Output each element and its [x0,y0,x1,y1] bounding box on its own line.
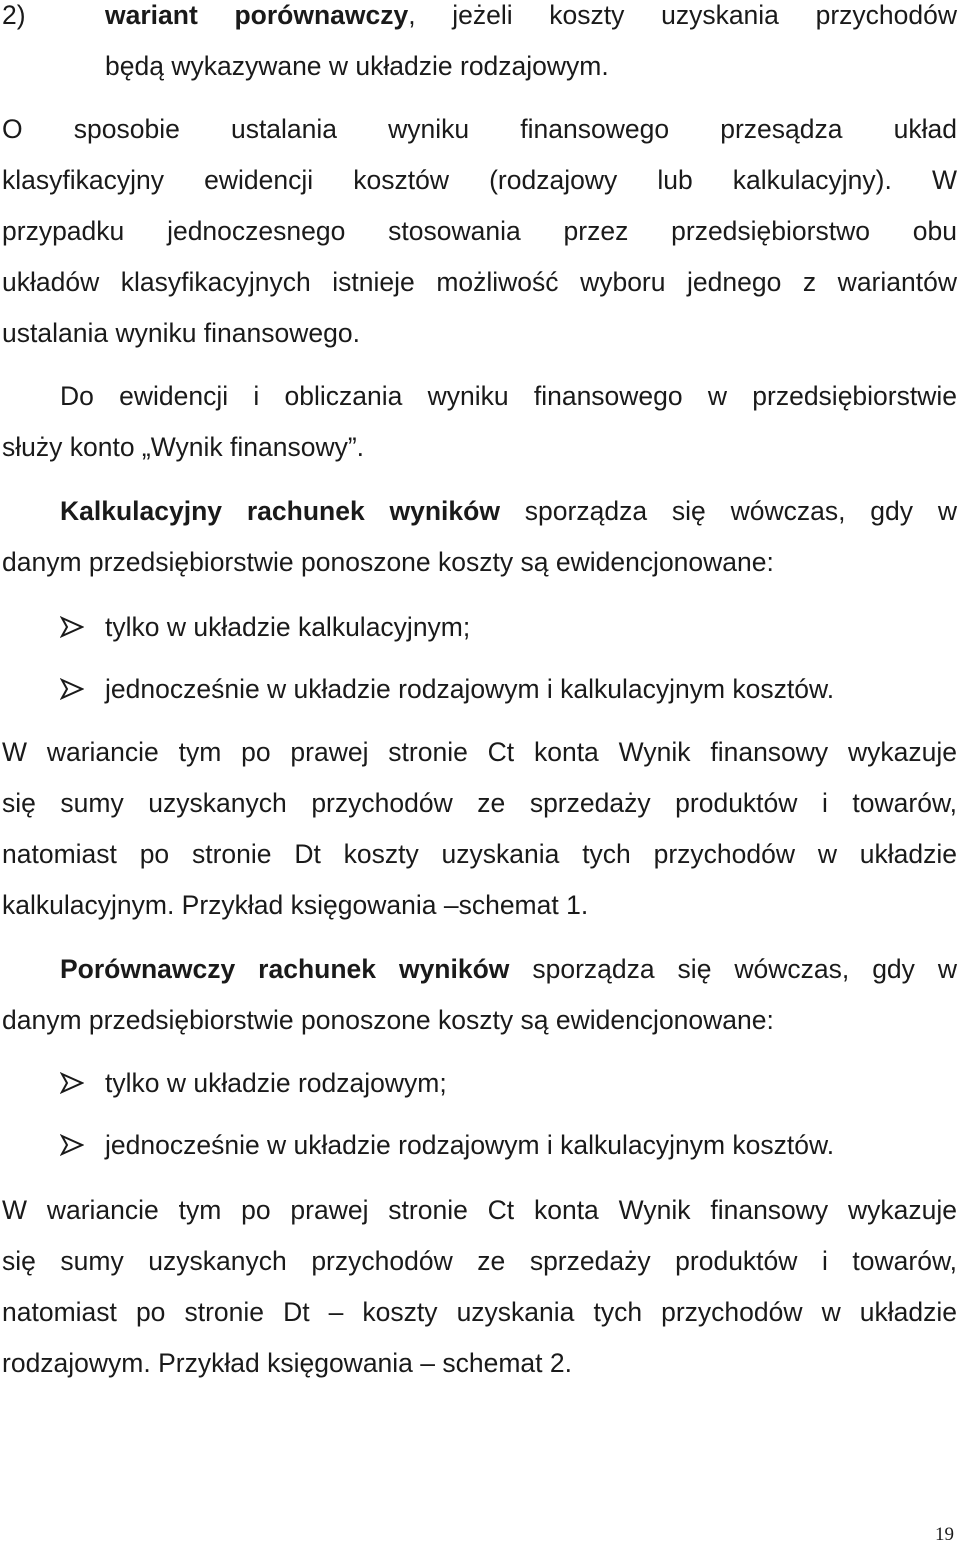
porow-bullet-2: jednocześnie w układzie rodzajowym i kalkulacyjnym kosztów. [105,1130,835,1160]
item-2-line-1 [105,2,957,29]
kalk-tail-line-2: się sumy uzyskanych przychodów ze sprzedaży produktów i towarów, [2,788,957,818]
kalk-bullet-1: tylko w układzie kalkulacyjnym; [105,612,471,642]
kalk-tail-line-1: W wariancie tym po prawej stronie Ct konta Wynik finansowy wykazuje [2,737,957,767]
porow-line-1 [60,956,957,983]
kalk-line-1 [60,498,957,525]
kalk-line-2: danym przedsiębiorstwie ponoszone koszty są ewidencjonowane: [2,547,774,577]
kalk-line-1-rest: sporządza się wówczas, gdy w [499,496,957,526]
porow-line-2: danym przedsiębiorstwie ponoszone koszty są ewidencjonowane: [2,1005,774,1035]
page-number: 19 [935,1524,954,1545]
para-1-line-5: ustalania wyniku finansowego. [2,318,360,348]
para-1-line-2: klasyfikacyjny ewidencji kosztów (rodzajowy lub kalkulacyjny). W [2,165,957,195]
kalk-heading: Kalkulacyjny rachunek wyników [60,496,500,526]
porow-tail-line-3: natomiast po stronie Dt – koszty uzyskania tych przychodów w układzie [2,1297,957,1327]
para-1-line-3: przypadku jednoczesnego stosowania przez przedsiębiorstwo obu [2,216,957,246]
item-2-number: 2) [2,0,26,30]
item-2-line-2: będą wykazywane w układzie rodzajowym. [105,51,609,81]
arrow-bullet-icon [60,616,84,638]
kalk-tail-line-4: kalkulacyjnym. Przykład księgowania –schemat 1. [2,890,589,920]
porow-tail-line-1: W wariancie tym po prawej stronie Ct konta Wynik finansowy wykazuje [2,1195,957,1225]
arrow-bullet-icon [60,678,84,700]
arrow-bullet-icon [60,1072,84,1094]
item-2-line-1-rest: , jeżeli koszty uzyskania przychodów [408,0,957,30]
kalk-tail-line-3: natomiast po stronie Dt koszty uzyskania tych przychodów w układzie [2,839,957,869]
porow-tail-line-4: rodzajowym. Przykład księgowania – schemat 2. [2,1348,572,1378]
para-1-line-1: O sposobie ustalania wyniku finansowego przesądza układ [2,114,957,144]
item-2-bold-term: wariant porównawczy [105,0,409,30]
porow-bullet-1: tylko w układzie rodzajowym; [105,1068,447,1098]
para-2-line-2: służy konto „Wynik finansowy”. [2,432,365,462]
arrow-bullet-icon [60,1134,84,1156]
kalk-bullet-2: jednocześnie w układzie rodzajowym i kalkulacyjnym kosztów. [105,674,835,704]
porow-line-1-rest: sporządza się wówczas, gdy w [509,954,957,984]
porow-heading: Porównawczy rachunek wyników [60,954,510,984]
para-1-line-4: układów klasyfikacyjnych istnieje możliwość wyboru jednego z wariantów [2,267,957,297]
para-2-line-1: Do ewidencji i obliczania wyniku finansowego w przedsiębiorstwie [60,381,957,411]
porow-tail-line-2: się sumy uzyskanych przychodów ze sprzedaży produktów i towarów, [2,1246,957,1276]
